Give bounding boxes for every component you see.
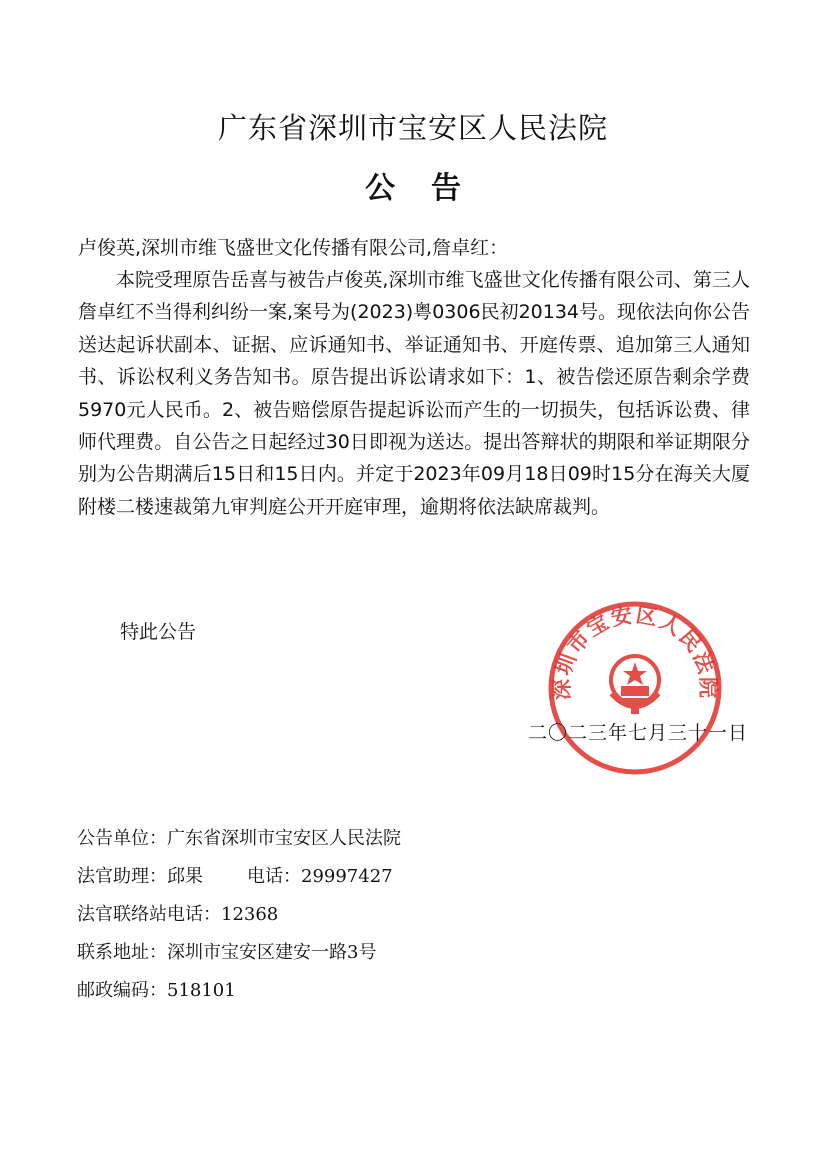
postcode-value: 518101	[167, 980, 236, 1001]
closing-phrase: 特此公告	[120, 621, 197, 643]
address-row	[77, 938, 677, 976]
document-type-heading: 公告	[365, 171, 497, 206]
judge-assistant-row	[77, 862, 677, 900]
issuing-unit-label: 公告单位：	[77, 828, 167, 849]
national-emblem-icon	[611, 656, 659, 714]
address-label: 联系地址：	[77, 942, 167, 963]
notice-body: 本院受理原告岳喜与被告卢俊英,深圳市维飞盛世文化传播有限公司、第三人詹卓红不当得利纠纷一案,案号为(2023)粤0306民初20134号。现依法向你公告送达起诉状副本、证据、应诉通知书、举证通知书、开庭传票、追加第三人通知书、诉讼权利义务告知书。原告提出诉讼请求如下：1、被告偿还原告剩余学费5970元人民币。2、被告赔偿原告提起诉讼而产生的一切损失，包括诉讼费、律师代理费。自公告之日起经过30日即视为送达。提出答辩状的期限和举证期限分别为公告期满后15日和15日内。并定于2023年09月18日09时15分在海关大厦附楼二楼速裁第九审判庭公开开庭审理，逾期将依法缺席裁判。	[78, 269, 751, 518]
issuing-unit-value: 广东省深圳市宝安区人民法院	[167, 828, 401, 849]
address-value: 深圳市宝安区建安一路3号	[167, 942, 377, 963]
postcode-row	[77, 976, 677, 1014]
hotline-label: 法官联络站电话：	[77, 904, 221, 925]
phone-value: 29997427	[301, 866, 393, 887]
court-title: 广东省深圳市宝安区人民法院	[217, 111, 608, 145]
issuing-unit-row	[77, 824, 677, 862]
hotline-value: 12368	[221, 904, 279, 925]
phone-label: 电话：	[247, 866, 301, 887]
contact-info-block	[77, 824, 677, 1014]
svg-text:深圳市宝安区人民法院: 深圳市宝安区人民法院	[549, 602, 721, 701]
issue-date: 二〇二三年七月三十一日	[527, 722, 748, 744]
postcode-label: 邮政编码：	[77, 980, 167, 1001]
court-seal-stamp	[545, 598, 725, 778]
judge-assistant-value: 邱果	[167, 866, 203, 887]
judge-assistant-label: 法官助理：	[77, 866, 167, 887]
hotline-row	[77, 900, 677, 938]
addressees: 卢俊英,深圳市维飞盛世文化传播有限公司,詹卓红：	[78, 237, 509, 259]
